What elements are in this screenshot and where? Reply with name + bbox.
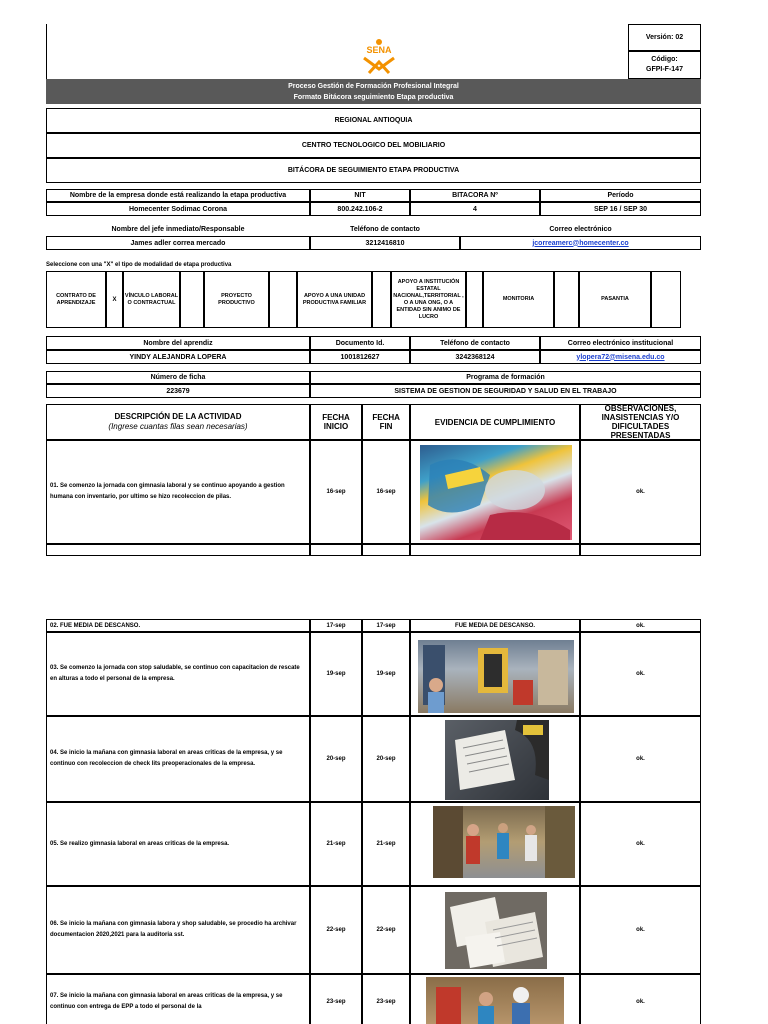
activity-desc-3: 03. Se comenzo la jornada con stop saludable, se continuo con capacitacion de rescate en alturas a todo el personal de la empresa. (46, 632, 310, 716)
col-start-header: FECHA INICIO (310, 404, 362, 440)
activity-evidence-2-top (410, 544, 580, 556)
regional-row: REGIONAL ANTIOQUIA (46, 108, 701, 133)
period-label: Período (540, 189, 701, 202)
col-obs-header: OBSERVACIONES, INASISTENCIAS Y/O DIFICULTADES PRESENTADAS (580, 404, 701, 440)
apprentice-doc: 1001812627 (310, 350, 410, 364)
process-line-2: Formato Bitácora seguimiento Etapa productiva (293, 93, 454, 101)
col-desc-title: DESCRIPCIÓN DE LA ACTIVIDAD (114, 412, 242, 421)
activity-obs-1: ok. (580, 440, 701, 544)
company-name: Homecenter Sodimac Corona (46, 202, 310, 216)
modality-mark-familiar[interactable] (372, 271, 391, 328)
evidence-photo-checklists (445, 720, 549, 800)
modality-mark-proyecto[interactable] (269, 271, 297, 328)
email-label: Correo electrónico (549, 226, 612, 233)
process-line-1: Proceso Gestión de Formación Profesional Integral (288, 82, 459, 90)
activity-start-6: 22-sep (310, 886, 362, 974)
activity-start-7: 23-sep (310, 974, 362, 1024)
activity-desc-4: 04. Se inicio la mañana con gimnasia laboral en areas criticas de la empresa, y se continuo con recoleccion de check lits preoperacionales de la empresa. (46, 716, 310, 802)
activity-obs-5: ok. (580, 802, 701, 886)
activity-end-5: 21-sep (362, 802, 410, 886)
apprentice-doc-label: Documento Id. (310, 336, 410, 350)
activity-obs-3: ok. (580, 632, 701, 716)
bitacora-title-row: BITÁCORA DE SEGUIMIENTO ETAPA PRODUCTIVA (46, 158, 701, 183)
col-desc-note: (Ingrese cuantas filas sean necesarias) (108, 422, 248, 431)
apprentice-email-label: Correo electrónico institucional (540, 336, 701, 350)
boss-name: James adler correa mercado (46, 236, 310, 250)
boss-phone: 3212416810 (310, 236, 460, 250)
modality-option-proyecto: PROYECTO PRODUCTIVO (204, 271, 269, 328)
modality-mark-aprendizaje[interactable]: X (106, 271, 123, 328)
apprentice-phone: 3242368124 (410, 350, 540, 364)
activity-obs-2: ok. (580, 619, 701, 632)
apprentice-email-link[interactable]: ylopera72@misena.edu.co (576, 353, 665, 361)
activity-obs-4: ok. (580, 716, 701, 802)
modality-option-monitoria: MONITORIA (483, 271, 554, 328)
apprentice-phone-label: Teléfono de contacto (410, 336, 540, 350)
code-box (628, 51, 701, 79)
ficha-value: 223679 (46, 384, 310, 398)
activity-start-5: 21-sep (310, 802, 362, 886)
page-break (0, 556, 768, 619)
modality-option-vinculo: VÍNCULO LABORAL O CONTRACTUAL (123, 271, 180, 328)
col-evidence-header: EVIDENCIA DE CUMPLIMIENTO (410, 404, 580, 440)
program-value: SISTEMA DE GESTION DE SEGURIDAD Y SALUD EN EL TRABAJO (310, 384, 701, 398)
activity-obs-7: ok. (580, 974, 701, 1024)
boss-label: Nombre del jefe inmediato/Responsable (111, 226, 245, 233)
code-value: GFPI-F-147 (646, 66, 683, 73)
activity-start-2: 17-sep (310, 619, 362, 632)
apprentice-name: YINDY ALEJANDRA LOPERA (46, 350, 310, 364)
period-value: SEP 16 / SEP 30 (540, 202, 701, 216)
modality-option-familiar: APOYO A UNA UNIDAD PRODUCTIVA FAMILIAR (297, 271, 372, 328)
program-label: Programa de formación (310, 371, 701, 384)
evidence-photo-gymnastics (433, 806, 575, 878)
activity-end-3: 19-sep (362, 632, 410, 716)
activity-end-2: 17-sep (362, 619, 410, 632)
nit-label: NIT (310, 189, 410, 202)
activity-desc-7: 07. Se inicio la mañana con gimnasia laboral en areas criticas de la empresa, y se continuo con entrega de EPP a todo el personal de la (46, 974, 310, 1024)
activity-desc-2-top (46, 544, 310, 556)
modality-option-institucion: APOYO A INSTITUCIÓN ESTATAL NACIONAL,TERRITORIAL , O A UNA ONG, O A ENTIDAD SIN ANIMO DE LUCRO (391, 271, 466, 328)
activity-desc-6: 06. Se inicio la mañana con gimnasia labora y shop saludable, se procedio ha archivar documentacion 2020,2021 para la auditoria sst. (46, 886, 310, 974)
activity-end-6: 22-sep (362, 886, 410, 974)
activity-end-7: 23-sep (362, 974, 410, 1024)
apprentice-name-label: Nombre del aprendiz (46, 336, 310, 350)
activity-obs-6: ok. (580, 886, 701, 974)
modality-mark-institucion[interactable] (466, 271, 483, 328)
modality-option-pasantia: PASANTIA (579, 271, 651, 328)
boss-email-link[interactable]: jcorreamerc@homecenter.co (532, 239, 629, 247)
activity-start-1: 16-sep (310, 440, 362, 544)
activity-desc-5: 05. Se realizo gimnasia laboral en areas criticas de la empresa. (46, 802, 310, 886)
modality-mark-vinculo[interactable] (180, 271, 204, 328)
sena-logo-text: SENA (366, 45, 392, 55)
version-box: Versión: 02 (628, 24, 701, 51)
sena-logo (358, 38, 400, 74)
modality-option-aprendizaje: CONTRATO DE APRENDIZAJE (46, 271, 106, 328)
activity-evidence-2: FUE MEDIA DE DESCANSO. (410, 619, 580, 632)
activity-start-2-top (310, 544, 362, 556)
boss-email (460, 236, 701, 250)
process-band (46, 79, 701, 104)
ficha-label: Número de ficha (46, 371, 310, 384)
activity-end-1: 16-sep (362, 440, 410, 544)
centro-row: CENTRO TECNOLOGICO DEL MOBILIARIO (46, 133, 701, 158)
phone-label: Teléfono de contacto (350, 226, 420, 233)
activity-desc-2: 02. FUE MEDIA DE DESCANSO. (46, 619, 310, 632)
evidence-photo-documents (445, 892, 547, 969)
activity-start-4: 20-sep (310, 716, 362, 802)
evidence-photo-batteries (420, 445, 572, 540)
apprentice-email (540, 350, 701, 364)
activity-desc-1: 01. Se comenzo la jornada con gimnasia laboral y se continuo apoyando a gestion humana con inventario, por ultimo se hizo recoleccion de pilas. (46, 440, 310, 544)
activity-obs-2-top (580, 544, 701, 556)
activity-end-2-top (362, 544, 410, 556)
col-end-header: FECHA FIN (362, 404, 410, 440)
activity-start-3: 19-sep (310, 632, 362, 716)
modality-mark-monitoria[interactable] (554, 271, 579, 328)
code-label: Código: (651, 56, 678, 63)
modality-instruction: Seleccione con una "X" el tipo de modalidad de etapa productiva (46, 262, 232, 268)
col-desc-header (46, 404, 310, 440)
activity-end-4: 20-sep (362, 716, 410, 802)
company-name-label: Nombre de la empresa donde está realizando la etapa productiva (46, 189, 310, 202)
nit-value: 800.242.106-2 (310, 202, 410, 216)
bitacora-no-value: 4 (410, 202, 540, 216)
modality-mark-pasantia[interactable] (651, 271, 681, 328)
bitacora-no-label: BITACORA Nº (410, 189, 540, 202)
evidence-photo-epp (426, 977, 564, 1024)
modality-row (46, 271, 701, 328)
evidence-photo-training (418, 640, 574, 713)
